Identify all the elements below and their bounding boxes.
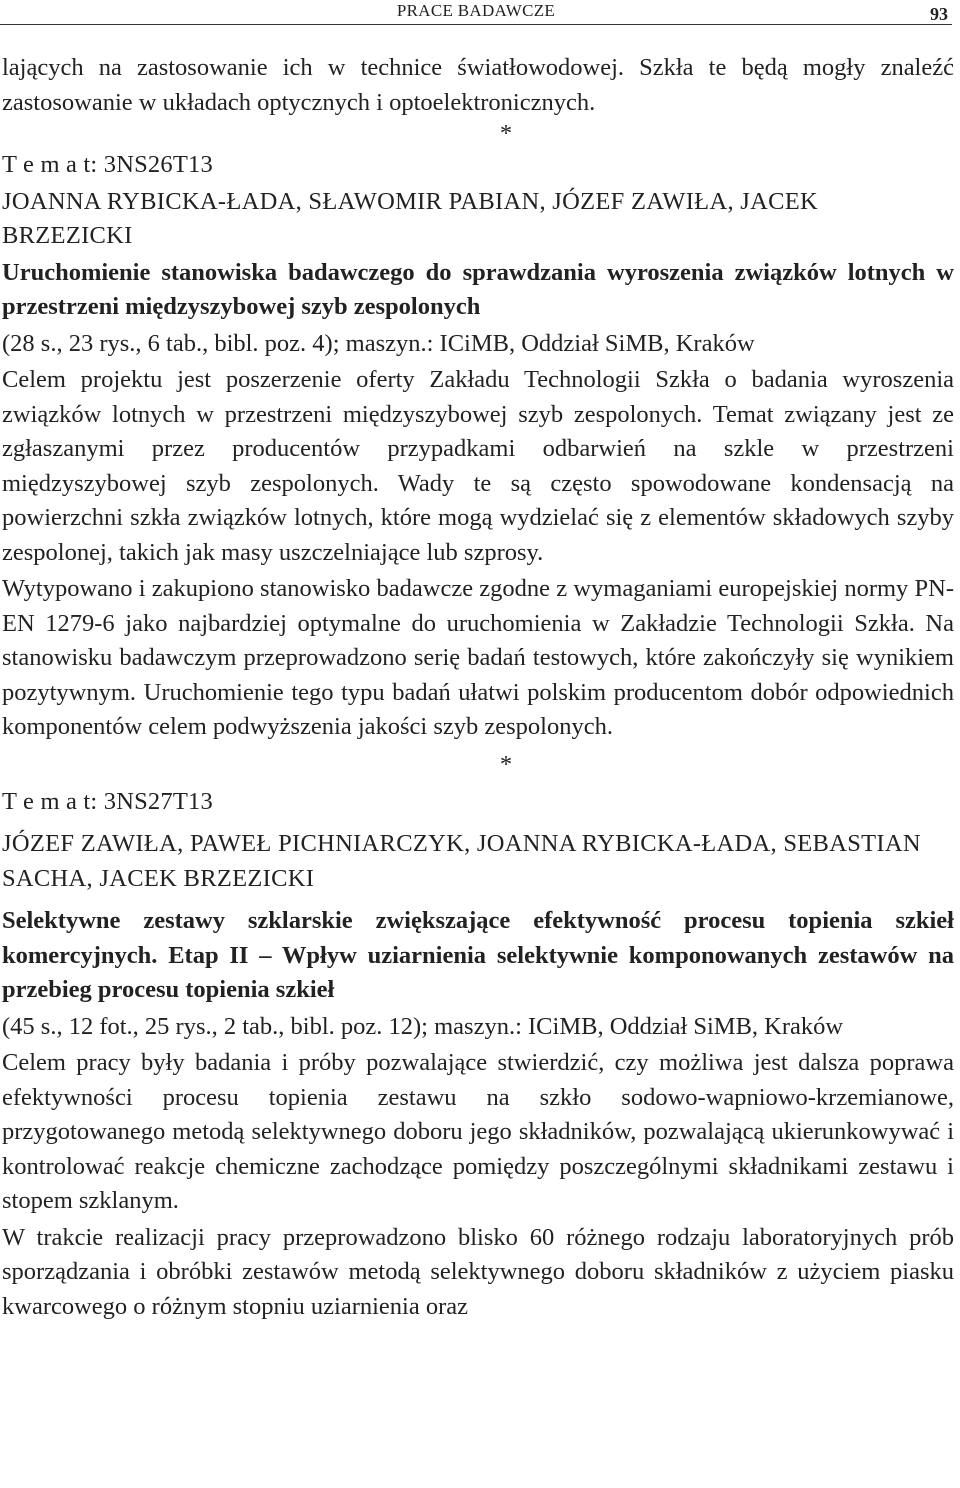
separator-asterisk: * bbox=[499, 750, 513, 778]
report-metadata: (28 s., 23 rys., 6 tab., bibl. poz. 4); maszyn.: ICiMB, Oddział SiMB, Kraków bbox=[2, 329, 755, 357]
body-paragraph: W trakcie realizacji pracy przeprowadzono blisko 60 różnego rodzaju laboratoryjnych prób sporządzania i obróbki zestawów metodą selektywnego doboru składników z użyciem piasku kwarcowego o różnym stopniu uziarnienia oraz bbox=[2, 1223, 954, 1320]
authors-line: JÓZEF ZAWIŁA, PAWEŁ PICHNIARCZYK, JOANNA RYBICKA-ŁADA, SEBASTIAN SACHA, JACEK BRZEZICKI bbox=[2, 830, 921, 892]
authors-line: JOANNA RYBICKA-ŁADA, SŁAWOMIR PABIAN, JÓZEF ZAWIŁA, JACEK BRZEZICKI bbox=[2, 187, 819, 249]
topic-code: T e m a t: 3NS26T13 bbox=[2, 151, 213, 178]
section-title: PRACE BADAWCZE bbox=[396, 1, 556, 20]
report-metadata: (45 s., 12 fot., 25 rys., 2 tab., bibl. poz. 12); maszyn.: ICiMB, Oddział SiMB, Kraków bbox=[2, 1012, 844, 1040]
intro-paragraph: lających na zastosowanie ich w technice światłowodowej. Szkła te będą mogły znaleźć zastosowanie w układach optycznych i optoelektronicznych. bbox=[2, 54, 954, 116]
body-paragraph: Celem pracy były badania i próby pozwalające stwierdzić, czy możliwa jest dalsza poprawa efektywności procesu topienia zestawu na szkło sodowo-wapniowo-krzemianowe, przygotowanego metodą selektywnego doboru jego składników, pozwalającą ukierunkowywać i kontrolować reakcje chemiczne zachodzące pomiędzy poszczególnymi składnikami zestawu i stopem szklanym. bbox=[2, 1049, 954, 1214]
report-entry bbox=[2, 148, 954, 745]
separator-asterisk: * bbox=[499, 120, 513, 147]
report-title: Uruchomienie stanowiska badawczego do sprawdzania wyroszenia związków lotnych w przestrzeni międzyszybowej szyb zespolonych bbox=[2, 258, 954, 320]
topic-code: T e m a t: 3NS27T13 bbox=[2, 787, 213, 815]
report-entry bbox=[2, 785, 954, 1325]
page-body bbox=[2, 51, 954, 1324]
body-paragraph: Wytypowano i zakupiono stanowisko badawcze zgodne z wymaganiami europejskiej normy PN-EN 1279-6 jako najbardziej optymalne do uruchomienia w Zakładzie Technologii Szkła. Na stanowisku badawczym przeprowadzono serię badań testowych, które zakończyły się wynikiem pozytywnym. Uruchomienie tego typu badań ułatwi polskim producentom dobór odpowiednich komponentów celem podwyższenia jakości szyb zespolonych. bbox=[2, 575, 954, 740]
running-header bbox=[0, 0, 952, 25]
report-title: Selektywne zestawy szklarskie zwiększające efektywność procesu topienia szkieł komercyjnych. Etap II – Wpływ uziarnienia selektywnie komponowanych zestawów na przebieg procesu topienia szkieł bbox=[2, 907, 954, 1003]
page-number: 93 bbox=[930, 4, 948, 24]
body-paragraph: Celem projektu jest poszerzenie oferty Zakładu Technologii Szkła o badania wyroszenia związków lotnych w przestrzeni międzyszybowej szyb zespolonych. Temat związany jest ze zgłaszanymi przez producentów przypadkami odbarwień na szkle w przestrzeni międzyszybowej szyb zespolonych. Wady te są często spowodowane kondensacją na powierzchni szkła związków lotnych, które mogą wydzielać się z elementów składowych szyby zespolonej, takich jak masy uszczelniające lub szprosy. bbox=[2, 366, 954, 566]
